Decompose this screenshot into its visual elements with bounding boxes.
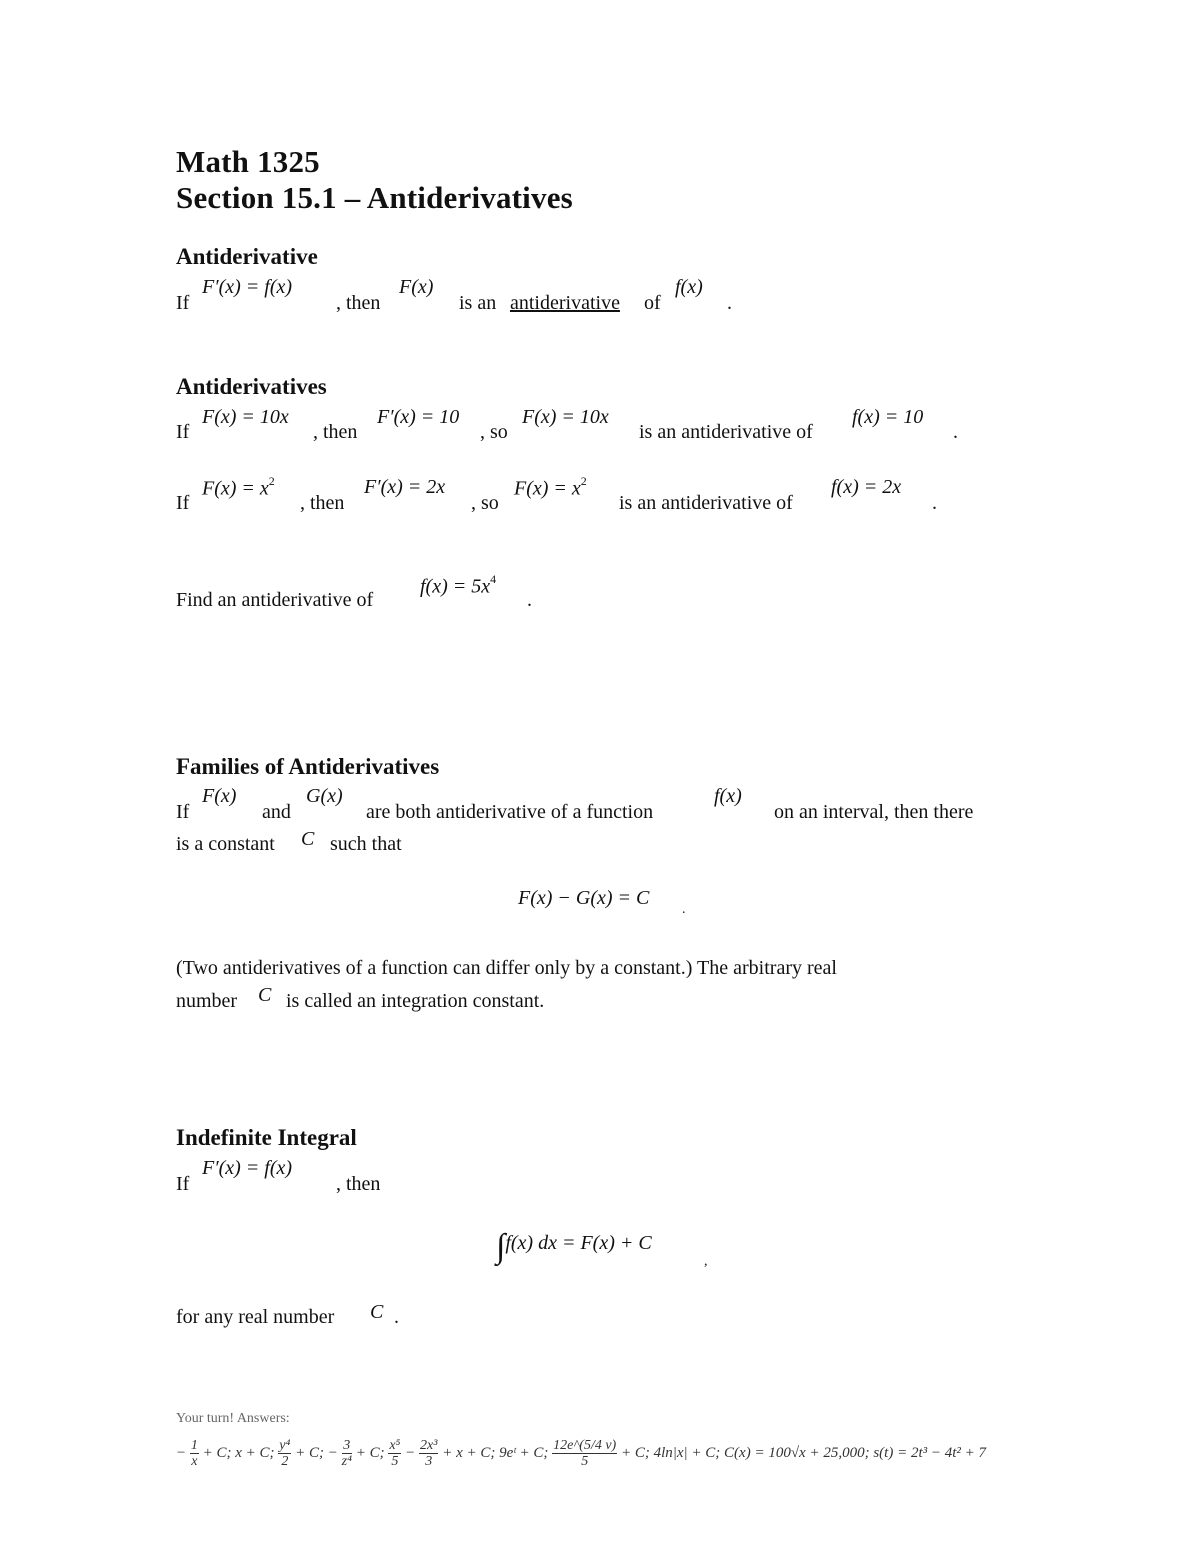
footer-text: for any real number (176, 1306, 335, 1328)
if-label: If (176, 292, 190, 314)
math-expression: F(x) (399, 276, 434, 298)
math-expression: F′(x) = f(x) (202, 276, 293, 298)
then-label: , then (336, 292, 381, 314)
math-expression: F′(x) = 10 (377, 406, 460, 428)
course-title: Math 1325 (176, 144, 320, 179)
math-expression: f(x) (714, 785, 742, 807)
math-expression: f(x) = 10 (852, 406, 924, 428)
indefinite-heading: Indefinite Integral (176, 1125, 357, 1150)
and-label: and (262, 801, 291, 823)
math-expression: f(x) = 2x (831, 476, 902, 498)
mid-text: are both antiderivative of a function (366, 801, 654, 823)
constant-text: is a constant (176, 833, 275, 855)
answers-label: Your turn! Answers: (176, 1411, 290, 1426)
period: . (953, 421, 958, 443)
then-label: , then (313, 421, 358, 443)
period: . (394, 1306, 399, 1328)
difference-equation: F(x) − G(x) = C (518, 887, 650, 909)
answers-line: − $\frac{1}{x}$ + C; x + C; $\frac{\text{y⁴}}{2}$ + C; − $\frac{3}{\text{z⁴}}$ + C; $\frac{\text{x⁵}}{5}$ − $\frac{\text{2x³}}{3}$ + x + C; 9eᵗ + C; $\frac{12e\^{}(5/4 v)}{5}$ + C; 4ln|x| + C; C(x) = 100√x + 25,000; s(t) = 2t³ − 4t² + 7 (176, 1438, 987, 1469)
math-expression: $F(x) = x^2$ (514, 474, 587, 500)
math-expression: f(x) (675, 276, 703, 298)
section-title: Section 15.1 – Antiderivatives (176, 180, 573, 215)
such-that-text: such that (330, 833, 402, 855)
math-expression: G(x) (306, 785, 343, 807)
fraction: $\frac{3}{\text{z⁴}}$ (341, 1438, 352, 1469)
integral-equation: ∫f(x) dx = F(x) + C (496, 1228, 652, 1265)
period: . (932, 492, 937, 514)
note-line: (Two antiderivatives of a function can differ only by a constant.) The arbitrary real (176, 957, 837, 979)
fraction: $\frac{1}{x}$ (190, 1438, 198, 1469)
antiderivative-term: antiderivative (510, 292, 620, 314)
math-expression: F′(x) = f(x) (202, 1157, 293, 1179)
mid-text: is an antiderivative of (619, 492, 793, 514)
note-line: number (176, 990, 238, 1012)
fraction: $\frac{\text{x⁵}}{5}$ (389, 1438, 401, 1469)
find-prompt: Find an antiderivative of (176, 589, 374, 611)
period: . (682, 902, 686, 917)
antiderivative-heading: Antiderivative (176, 244, 318, 269)
is-an-label: is an (459, 292, 497, 314)
antiderivatives-heading: Antiderivatives (176, 374, 327, 399)
if-label: If (176, 421, 190, 443)
then-label: , then (300, 492, 345, 514)
integral-icon: ∫ (496, 1228, 506, 1265)
fraction: $\frac{12e\^{}(5/4 v)}{5}$ (553, 1438, 617, 1469)
fraction: $\frac{\text{2x³}}{3}$ (420, 1438, 438, 1469)
families-heading: Families of Antiderivatives (176, 754, 440, 779)
math-expression: F′(x) = 2x (364, 476, 446, 498)
comma: , (704, 1254, 708, 1269)
of-label: of (644, 292, 661, 314)
period: . (527, 589, 532, 611)
note-line: is called an integration constant. (286, 990, 545, 1012)
math-expression: C (301, 828, 315, 850)
math-expression: F(x) = 10x (522, 406, 609, 428)
if-label: If (176, 1173, 190, 1195)
if-label: If (176, 492, 190, 514)
math-expression: C (258, 984, 272, 1006)
math-expression: F(x) (202, 785, 237, 807)
math-expression: C (370, 1301, 384, 1323)
so-label: , so (480, 421, 508, 443)
so-label: , so (471, 492, 499, 514)
if-label: If (176, 801, 190, 823)
mid-text: is an antiderivative of (639, 421, 813, 443)
math-expression: F(x) = 10x (202, 406, 289, 428)
fraction: $\frac{\text{y⁴}}{2}$ (279, 1438, 291, 1469)
then-label: , then (336, 1173, 381, 1195)
period: . (727, 292, 732, 314)
math-expression: $F(x) = x^2$ (202, 474, 275, 500)
tail-text: on an interval, then there (774, 801, 974, 823)
math-expression: $f(x) = 5x^4$ (420, 572, 497, 598)
